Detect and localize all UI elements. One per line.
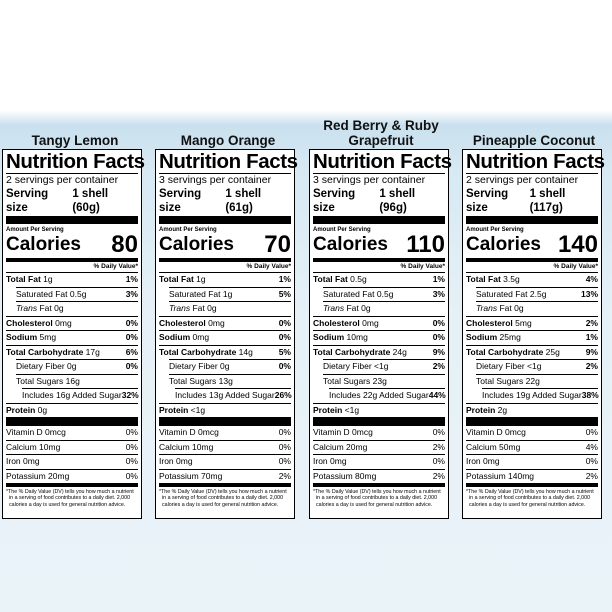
daily-value-header: % Daily Value* [246, 263, 291, 270]
serving-size-value: 1 shell (60g) [72, 188, 109, 214]
iron-row: Iron 0mg 0% [313, 454, 445, 469]
serving-size-label: Serving size [313, 188, 356, 214]
protein-row: Protein 0g [6, 403, 138, 418]
sodium-row: Sodium 10mg 0% [313, 330, 445, 345]
calories-value: 140 [557, 231, 598, 258]
calories-label: Calories [466, 234, 541, 255]
amount-per-serving: Amount Per Serving [313, 227, 371, 233]
added-sugar-row: Includes 16g Added Sugar 32% [22, 388, 138, 403]
calcium-row: Calcium 10mg 0% [6, 440, 138, 455]
trans-fat-row: Trans Fat 0g [16, 301, 138, 316]
flavor-title: Tangy Lemon [31, 133, 119, 148]
trans-fat-row: Trans Fat 0g [476, 301, 598, 316]
nutrition-facts-heading: Nutrition Facts [159, 150, 298, 173]
potassium-row: Potassium 70mg 2% [159, 469, 291, 484]
serving-size-row [6, 187, 138, 215]
added-sugar-row: Includes 22g Added Sugar 44% [329, 388, 445, 403]
serving-size-value: 1 shell (61g) [225, 188, 262, 214]
flavor-title: Pineapple Coconut [472, 133, 596, 148]
daily-value-footnote: *The % Daily Value (DV) tells you how much a nutrient in a serving of food contributes to a daily diet. 2,000 calories a day is used for general nutrition advice. [313, 483, 445, 508]
servings-per-container: 2 servings per container [6, 174, 119, 186]
cholesterol-row: Cholesterol 5mg 2% [466, 316, 598, 331]
total-fat-row: Total Fat 1g 1% [159, 272, 291, 287]
divider-thick [159, 216, 291, 224]
divider-thick-vitamins [159, 417, 291, 426]
daily-value-footnote: *The % Daily Value (DV) tells you how much a nutrient in a serving of food contributes to a daily diet. 2,000 calories a day is used for general nutrition advice. [466, 483, 598, 508]
sodium-row: Sodium 0mg 0% [159, 330, 291, 345]
dietary-fiber-row: Dietary Fiber <1g 2% [323, 359, 445, 374]
servings-per-container: 3 servings per container [159, 174, 272, 186]
daily-value-header: % Daily Value* [400, 263, 445, 270]
dietary-fiber-row: Dietary Fiber 0g 0% [16, 359, 138, 374]
flavor-title: Mango Orange [180, 133, 276, 148]
added-sugar-row: Includes 19g Added Sugar 38% [482, 388, 598, 403]
calcium-row: Calcium 50mg 4% [466, 440, 598, 455]
servings-per-container: 3 servings per container [313, 174, 426, 186]
vitamin-d-row: Vitamin D 0mcg 0% [6, 427, 138, 437]
trans-fat-row: Trans Fat 0g [169, 301, 291, 316]
daily-value-footnote: *The % Daily Value (DV) tells you how much a nutrient in a serving of food contributes to a daily diet. 2,000 calories a day is used for general nutrition advice. [6, 483, 138, 508]
dietary-fiber-row: Dietary Fiber <1g 2% [476, 359, 598, 374]
divider-thick-vitamins [6, 417, 138, 426]
trans-fat-row: Trans Fat 0g [323, 301, 445, 316]
calories-value: 110 [406, 231, 445, 258]
saturated-fat-row: Saturated Fat 1g 5% [169, 287, 291, 302]
total-carbohydrate-row: Total Carbohydrate 14g 5% [159, 345, 291, 360]
calcium-row: Calcium 20mg 2% [313, 440, 445, 455]
serving-size-value: 1 shell (117g) [529, 188, 566, 214]
nutrition-facts-panel [2, 149, 145, 519]
amount-per-serving: Amount Per Serving [466, 227, 524, 233]
calories-value: 80 [111, 231, 138, 258]
protein-row: Protein <1g [159, 403, 291, 418]
amount-per-serving: Amount Per Serving [159, 227, 217, 233]
vitamin-d-row: Vitamin D 0mcg 0% [466, 427, 598, 437]
divider-thick [313, 216, 445, 224]
sodium-row: Sodium 5mg 0% [6, 330, 138, 345]
cholesterol-row: Cholesterol 0mg 0% [159, 316, 291, 331]
iron-row: Iron 0mg 0% [466, 454, 598, 469]
total-carbohydrate-row: Total Carbohydrate 25g 9% [466, 345, 598, 360]
vitamin-d-row: Vitamin D 0mcg 0% [159, 427, 291, 437]
calories-label: Calories [159, 234, 234, 255]
total-sugars-row: Total Sugars 13g [169, 374, 291, 389]
protein-row: Protein 2g [466, 403, 598, 418]
dietary-fiber-row: Dietary Fiber 0g 0% [169, 359, 291, 374]
divider-thick-vitamins [466, 417, 598, 426]
total-fat-row: Total Fat 3.5g 4% [466, 272, 598, 287]
protein-row: Protein <1g [313, 403, 445, 418]
cholesterol-row: Cholesterol 0mg 0% [6, 316, 138, 331]
calories-label: Calories [6, 234, 81, 255]
saturated-fat-row: Saturated Fat 2.5g 13% [476, 287, 598, 302]
total-fat-row: Total Fat 1g 1% [6, 272, 138, 287]
serving-size-value: 1 shell (96g) [379, 188, 416, 214]
daily-value-header: % Daily Value* [93, 263, 138, 270]
total-fat-row: Total Fat 0.5g 1% [313, 272, 445, 287]
divider-thick-vitamins [313, 417, 445, 426]
servings-per-container: 2 servings per container [466, 174, 579, 186]
calories-row [159, 231, 291, 258]
daily-value-footnote: *The % Daily Value (DV) tells you how much a nutrient in a serving of food contributes to a daily diet. 2,000 calories a day is used for general nutrition advice. [159, 483, 291, 508]
serving-size-row [466, 187, 598, 215]
nutrition-facts-heading: Nutrition Facts [6, 150, 145, 173]
cholesterol-row: Cholesterol 0mg 0% [313, 316, 445, 331]
total-carbohydrate-row: Total Carbohydrate 17g 6% [6, 345, 138, 360]
total-sugars-row: Total Sugars 16g [16, 374, 138, 389]
potassium-row: Potassium 20mg 0% [6, 469, 138, 484]
calories-row [466, 231, 598, 258]
potassium-row: Potassium 80mg 2% [313, 469, 445, 484]
divider-thick [6, 216, 138, 224]
added-sugar-row: Includes 13g Added Sugar 26% [175, 388, 291, 403]
amount-per-serving: Amount Per Serving [6, 227, 64, 233]
flavor-title: Red Berry & Ruby Grapefruit [323, 118, 439, 148]
nutrition-facts-panel [309, 149, 452, 519]
iron-row: Iron 0mg 0% [6, 454, 138, 469]
total-sugars-row: Total Sugars 22g [476, 374, 598, 389]
serving-size-label: Serving size [6, 188, 49, 214]
calories-row [6, 231, 138, 258]
calories-label: Calories [313, 234, 388, 255]
calories-row [313, 231, 445, 258]
iron-row: Iron 0mg 0% [159, 454, 291, 469]
vitamin-d-row: Vitamin D 0mcg 0% [313, 427, 445, 437]
calories-value: 70 [264, 231, 291, 258]
serving-size-label: Serving size [466, 188, 509, 214]
saturated-fat-row: Saturated Fat 0.5g 3% [323, 287, 445, 302]
nutrition-facts-heading: Nutrition Facts [313, 150, 452, 173]
total-sugars-row: Total Sugars 23g [323, 374, 445, 389]
calcium-row: Calcium 10mg 0% [159, 440, 291, 455]
nutrition-facts-heading: Nutrition Facts [466, 150, 605, 173]
serving-size-row [313, 187, 445, 215]
divider-thick [466, 216, 598, 224]
sodium-row: Sodium 25mg 1% [466, 330, 598, 345]
total-carbohydrate-row: Total Carbohydrate 24g 9% [313, 345, 445, 360]
saturated-fat-row: Saturated Fat 0.5g 3% [16, 287, 138, 302]
serving-size-row [159, 187, 291, 215]
nutrition-facts-panel [462, 149, 605, 519]
potassium-row: Potassium 140mg 2% [466, 469, 598, 484]
serving-size-label: Serving size [159, 188, 202, 214]
nutrition-facts-panel [155, 149, 298, 519]
daily-value-header: % Daily Value* [553, 263, 598, 270]
